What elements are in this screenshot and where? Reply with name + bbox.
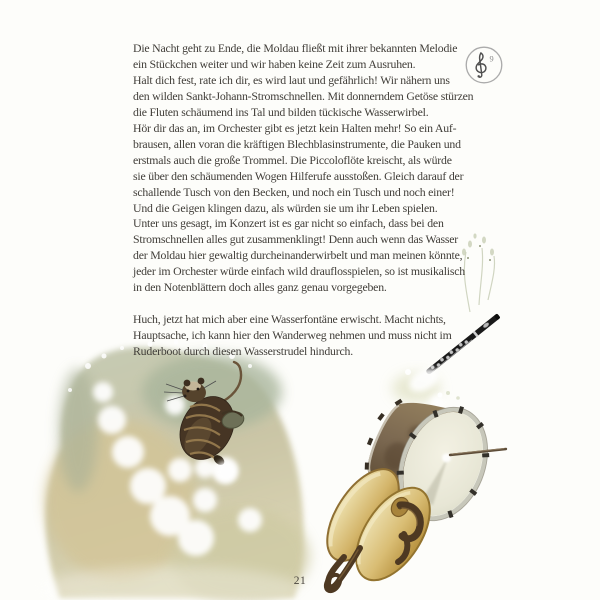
story-text — [133, 41, 483, 360]
text-line: die Fluten schäumend ins Tal und bilden tückische Wasserwirbel. — [133, 104, 429, 119]
text-line: Huch, jetzt hat mich aber eine Wasserfontäne erwischt. Macht nichts, — [133, 312, 446, 327]
track-number: 9 — [489, 54, 494, 64]
text-line: in den Notenblättern doch alles ganz genau vorgegeben. — [133, 280, 387, 295]
text-line: ein Stückchen weiter und wir haben keine Zeit zum Ausruhen. — [133, 56, 416, 71]
track-badge — [464, 45, 504, 85]
text-line: Stromschnellen alles gut zusammenklingt! Denn auch wenn das Wasser — [133, 232, 459, 247]
text-line: Die Nacht geht zu Ende, die Moldau fließt mit ihrer bekannten Melodie — [133, 41, 458, 55]
text-line: der Moldau hier gewaltig durcheinanderwirbelt und man meinen könnte, — [133, 248, 463, 263]
text-line: den wilden Sankt-Johann-Stromschnellen. Mit donnerndem Getöse stürzen — [133, 88, 474, 103]
text-line: brausen, allen voran die kräftigen Blechblasinstrumente, die Pauken und — [133, 136, 461, 151]
text-line: Unter uns gesagt, im Konzert ist es gar nicht so einfach, dass bei den — [133, 216, 444, 231]
text-line: Halt dich fest, rate ich dir, es wird laut und gefährlich! Wir nähern uns — [133, 72, 450, 87]
paragraph — [133, 41, 483, 296]
text-line: jeder im Orchester würde einfach wild drauflosspielen, so ist musikalisch — [133, 264, 466, 279]
text-line: sie über den schäumenden Wogen Hilferufe ausstoßen. Gleich darauf der — [133, 168, 464, 183]
text-line: Hauptsache, ich kann hier den Wanderweg nehmen und muss nicht im — [133, 328, 452, 343]
text-line: Ruderboot durch diesen Wasserstrudel hindurch. — [133, 344, 353, 359]
text-line: Und die Geigen klingen dazu, als würden sie um ihr Leben spielen. — [133, 200, 438, 215]
text-line: erstmals auch die große Trommel. Die Piccoloflöte kreischt, als würde — [133, 152, 452, 167]
text-line: schallende Tusch von den Becken, und noch ein Tusch und noch einer! — [133, 184, 455, 199]
wave-illustration — [40, 340, 310, 600]
text-line: Hör dir das an, im Orchester gibt es jetzt kein Halten mehr! So ein Auf- — [133, 120, 457, 135]
paragraph — [133, 312, 483, 360]
page-number: 21 — [293, 575, 307, 587]
